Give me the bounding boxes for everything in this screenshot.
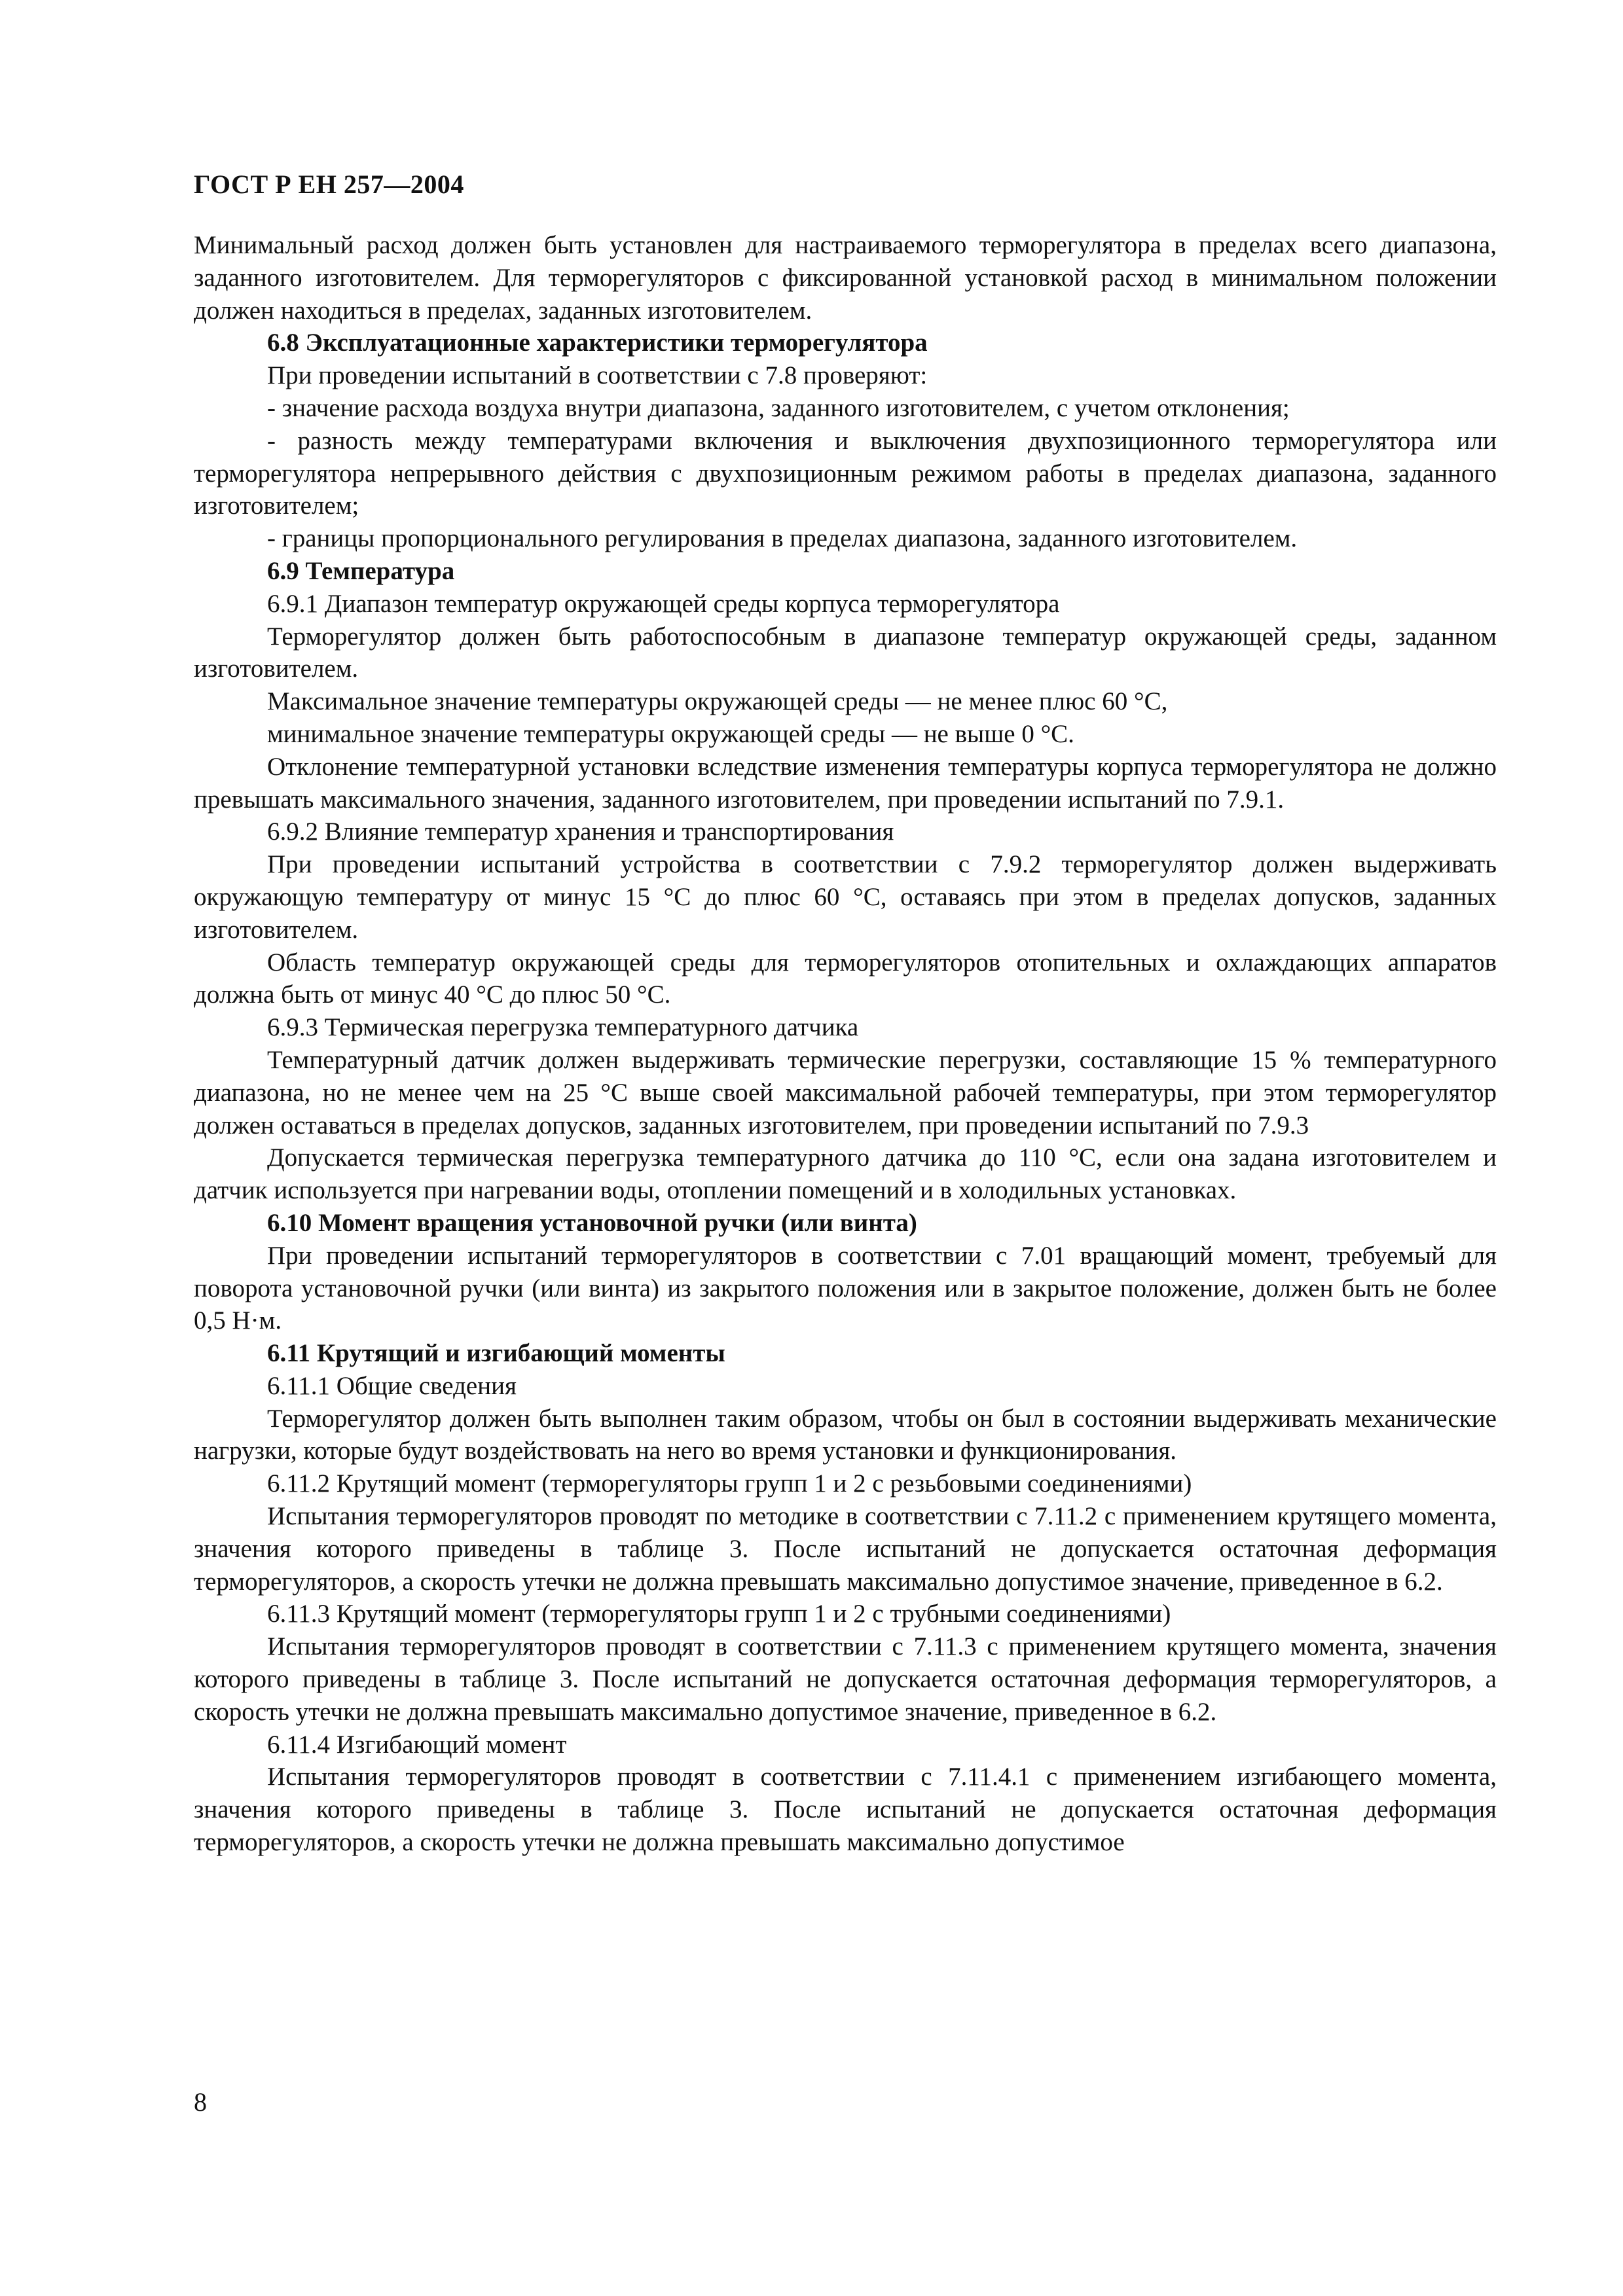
subsection-heading-6-9-1: 6.9.1 Диапазон температур окружающей среды корпуса терморегулятора (267, 589, 1060, 618)
list-item: - значение расхода воздуха внутри диапазона, заданного изготовителем, с учетом отклонения; (267, 393, 1290, 422)
paragraph: Испытания терморегуляторов проводят в соответствии с 7.11.3 с применением крутящего момента, значения которого приведены в таблице 3. После испытаний не допускается остаточная деформация терморегуляторов, а скорость утечки не должна превышать максимально допустимое значение, приведенное в 6.2. (194, 1632, 1497, 1726)
section-heading-6-11: 6.11 Крутящий и изгибающий моменты (267, 1339, 725, 1368)
paragraph: Допускается термическая перегрузка температурного датчика до 110 °С, если она задана изготовителем и датчик используется при нагревании воды, отоплении помещений и в холодильных установках. (194, 1143, 1497, 1205)
list-item: - границы пропорционального регулирования в пределах диапазона, заданного изготовителем. (267, 524, 1298, 553)
paragraph: Температурный датчик должен выдерживать термические перегрузки, составляющие 15 % температурного диапазона, но не менее чем на 25 °С выше своей максимальной рабочей температуры, при этом терморегулятор должен оставаться в пределах допусков, заданных изготовителем, при проведении испытаний по 7.9.3 (194, 1045, 1497, 1139)
paragraph: При проведении испытаний устройства в соответствии с 7.9.2 терморегулятор должен выдерживать окружающую температуру от минус 15 °С до плюс 60 °С, оставаясь при этом в пределах допусков, заданных изготовителем. (194, 850, 1497, 944)
paragraph: Терморегулятор должен быть работоспособным в диапазоне температур окружающей среды, заданном изготовителем. (194, 622, 1497, 683)
paragraph: Испытания терморегуляторов проводят по методике в соответствии с 7.11.2 с применением крутящего момента, значения которого приведены в таблице 3. После испытаний не допускается остаточная деформация терморегуляторов, а скорость утечки не должна превышать максимально допустимое значение, приведенное в 6.2. (194, 1502, 1497, 1596)
section-heading-6-10: 6.10 Момент вращения установочной ручки (или винта) (267, 1208, 917, 1237)
subsection-heading-6-11-4: 6.11.4 Изгибающий момент (267, 1730, 567, 1759)
paragraph: минимальное значение температуры окружающей среды — не выше 0 °С. (267, 719, 1074, 748)
paragraph-min-flow: Минимальный расход должен быть установлен для настраиваемого терморегулятора в пределах всего диапазона, заданного изготовителем. Для терморегуляторов с фиксированной установкой расход в минимальном положении должен находиться в пределах, заданных изготовителем. (194, 231, 1497, 325)
subsection-heading-6-11-2: 6.11.2 Крутящий момент (терморегуляторы групп 1 и 2 с резьбовыми соединениями) (267, 1469, 1192, 1498)
paragraph: Терморегулятор должен быть выполнен таким образом, чтобы он был в состоянии выдерживать механические нагрузки, которые будут воздействовать на него во время установки и функционирования. (194, 1404, 1497, 1465)
paragraph: Испытания терморегуляторов проводят в соответствии с 7.11.4.1 с применением изгибающего момента, значения которого приведены в таблице 3. После испытаний не допускается остаточная деформация терморегуляторов, а скорость утечки не должна превышать максимально допустимое (194, 1763, 1497, 1857)
section-heading-6-9: 6.9 Температура (267, 556, 455, 585)
document-body (194, 229, 1497, 1859)
list-item: - разность между температурами включения и выключения двухпозиционного терморегулятора или терморегулятора непрерывного действия с двухпозиционным режимом работы в пределах диапазона, заданного изготовителем; (194, 426, 1497, 520)
paragraph: Отклонение температурной установки вследствие изменения температуры корпуса терморегулятора не должно превышать максимального значения, заданного изготовителем, при проведении испытаний по 7.9.1. (194, 752, 1497, 814)
paragraph: При проведении испытаний терморегуляторов в соответствии с 7.01 вращающий момент, требуемый для поворота установочной ручки (или винта) из закрытого положения или в закрытое положение, должен быть не более 0,5 Н·м. (194, 1241, 1497, 1335)
subsection-heading-6-11-1: 6.11.1 Общие сведения (267, 1371, 517, 1400)
page-number: 8 (194, 2087, 207, 2117)
subsection-heading-6-11-3: 6.11.3 Крутящий момент (терморегуляторы групп 1 и 2 с трубными соединениями) (267, 1600, 1171, 1628)
paragraph: Максимальное значение температуры окружающей среды — не менее плюс 60 °С, (267, 687, 1168, 716)
subsection-heading-6-9-2: 6.9.2 Влияние температур хранения и транспортирования (267, 817, 894, 846)
section-heading-6-8: 6.8 Эксплуатационные характеристики терморегулятора (267, 329, 928, 357)
subsection-heading-6-9-3: 6.9.3 Термическая перегрузка температурного датчика (267, 1013, 859, 1042)
paragraph: При проведении испытаний в соответствии с 7.8 проверяют: (267, 361, 928, 390)
standard-header: ГОСТ Р ЕН 257—2004 (194, 170, 464, 199)
paragraph: Область температур окружающей среды для терморегуляторов отопительных и охлаждающих аппаратов должна быть от минус 40 °С до плюс 50 °С. (194, 948, 1497, 1009)
